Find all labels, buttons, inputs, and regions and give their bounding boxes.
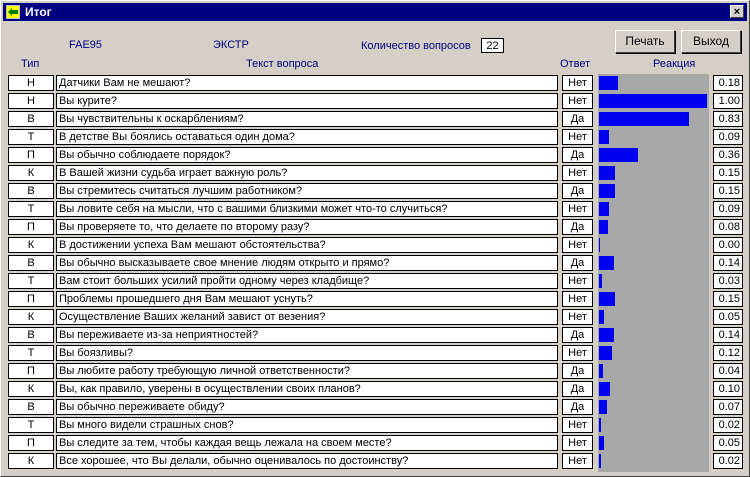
question-type-cell: К — [8, 237, 54, 253]
reaction-bar — [599, 76, 618, 90]
question-text-cell: Осуществление Ваших желаний завист от везения? — [56, 309, 558, 325]
reaction-value-cell: 0.04 — [713, 363, 743, 379]
question-type-cell: Н — [8, 93, 54, 109]
reaction-value-cell: 0.08 — [713, 219, 743, 235]
question-type-cell: К — [8, 309, 54, 325]
reaction-bar — [599, 94, 707, 108]
answer-cell: Нет — [562, 237, 593, 253]
reaction-bar — [599, 256, 614, 270]
reaction-value-cell: 0.14 — [713, 327, 743, 343]
reaction-value-cell: 0.36 — [713, 147, 743, 163]
close-button[interactable]: × — [730, 5, 744, 18]
question-text-cell: В Вашей жизни судьба играет важную роль? — [56, 165, 558, 181]
answer-cell: Нет — [562, 417, 593, 433]
reaction-value-cell: 0.14 — [713, 255, 743, 271]
question-text-cell: Вы проверяете то, что делаете по второму разу? — [56, 219, 558, 235]
table-row — [1, 200, 750, 218]
reaction-bar — [599, 274, 602, 288]
table-row — [1, 380, 750, 398]
question-text-cell: Вы следите за тем, чтобы каждая вещь лежала на своем месте? — [56, 435, 558, 451]
answer-cell: Да — [562, 219, 593, 235]
reaction-value-cell: 0.02 — [713, 453, 743, 469]
reaction-value-cell: 0.09 — [713, 201, 743, 217]
reaction-value-cell: 0.09 — [713, 129, 743, 145]
question-type-cell: К — [8, 453, 54, 469]
reaction-value-cell: 0.05 — [713, 435, 743, 451]
answer-cell: Нет — [562, 345, 593, 361]
question-type-cell: Н — [8, 75, 54, 91]
question-count-field: 22 — [481, 38, 504, 53]
table-row — [1, 434, 750, 452]
window-title: Итог — [25, 5, 52, 19]
question-type-cell: П — [8, 219, 54, 235]
question-type-cell: К — [8, 381, 54, 397]
column-header-answer: Ответ — [560, 58, 591, 70]
reaction-bar — [599, 436, 604, 450]
reaction-value-cell: 0.10 — [713, 381, 743, 397]
reaction-value-cell: 0.07 — [713, 399, 743, 415]
answer-cell: Нет — [562, 309, 593, 325]
question-text-cell: Вы чувствительны к оскарблениям? — [56, 111, 558, 127]
question-text-cell: Вы боязливы? — [56, 345, 558, 361]
title-bar — [3, 3, 747, 21]
reaction-bar — [599, 364, 603, 378]
question-text-cell: Все хорошее, что Вы делали, обычно оценивалось по достоинству? — [56, 453, 558, 469]
table-row — [1, 146, 750, 164]
code-label: FAE95 — [69, 39, 103, 51]
table-row — [1, 416, 750, 434]
question-type-cell: В — [8, 399, 54, 415]
table-row — [1, 128, 750, 146]
question-text-cell: Датчики Вам не мешают? — [56, 75, 558, 91]
column-header-type: Тип — [21, 58, 40, 70]
question-type-cell: Т — [8, 345, 54, 361]
question-type-cell: П — [8, 363, 54, 379]
table-row — [1, 452, 750, 470]
reaction-value-cell: 0.03 — [713, 273, 743, 289]
answer-cell: Нет — [562, 75, 593, 91]
question-text-cell: В достижении успеха Вам мешают обстоятельства? — [56, 237, 558, 253]
reaction-value-cell: 0.15 — [713, 291, 743, 307]
table-row — [1, 326, 750, 344]
reaction-value-cell: 0.00 — [713, 237, 743, 253]
question-type-cell: Т — [8, 417, 54, 433]
question-text-cell: Вы много видели страшных снов? — [56, 417, 558, 433]
answer-cell: Да — [562, 147, 593, 163]
question-text-cell: Вам стоит больших усилий пройти одному через кладбище? — [56, 273, 558, 289]
reaction-value-cell: 0.15 — [713, 165, 743, 181]
answer-cell: Нет — [562, 291, 593, 307]
answer-cell: Да — [562, 111, 593, 127]
app-icon — [6, 5, 20, 19]
reaction-value-cell: 1.00 — [713, 93, 743, 109]
reaction-value-cell: 0.02 — [713, 417, 743, 433]
reaction-bar — [599, 346, 612, 360]
question-text-cell: В детстве Вы боялись оставаться один дома? — [56, 129, 558, 145]
reaction-bar — [599, 310, 604, 324]
question-text-cell: Вы любите работу требующую личной ответственности? — [56, 363, 558, 379]
table-row — [1, 218, 750, 236]
reaction-bar — [599, 112, 689, 126]
question-type-cell: Т — [8, 201, 54, 217]
table-row — [1, 92, 750, 110]
question-text-cell: Вы обычно высказываете свое мнение людям открыто и прямо? — [56, 255, 558, 271]
table-row — [1, 398, 750, 416]
question-type-cell: К — [8, 165, 54, 181]
question-text-cell: Вы стремитесь считаться лучшим работником? — [56, 183, 558, 199]
question-type-cell: В — [8, 255, 54, 271]
table-row — [1, 254, 750, 272]
table-row — [1, 308, 750, 326]
question-type-cell: Т — [8, 273, 54, 289]
answer-cell: Нет — [562, 273, 593, 289]
reaction-bar — [599, 130, 609, 144]
reaction-bar — [599, 454, 601, 468]
reaction-value-cell: 0.12 — [713, 345, 743, 361]
answer-cell: Нет — [562, 201, 593, 217]
reaction-bar — [599, 184, 615, 198]
reaction-bar — [599, 148, 638, 162]
answer-cell: Да — [562, 183, 593, 199]
reaction-bar — [599, 292, 615, 306]
column-header-text: Текст вопроса — [246, 58, 319, 70]
answer-cell: Нет — [562, 453, 593, 469]
reaction-bar — [599, 166, 615, 180]
answer-cell: Да — [562, 327, 593, 343]
print-button[interactable]: Печать — [615, 30, 675, 53]
reaction-value-cell: 0.83 — [713, 111, 743, 127]
answer-cell: Нет — [562, 165, 593, 181]
reaction-bar — [599, 418, 601, 432]
reaction-bar — [599, 400, 607, 414]
question-text-cell: Проблемы прошедшего дня Вам мешают уснуть? — [56, 291, 558, 307]
reaction-bar — [599, 328, 614, 342]
table-row — [1, 344, 750, 362]
table-row — [1, 272, 750, 290]
question-count-label: Количество вопросов — [361, 40, 471, 52]
question-text-cell: Вы обычно соблюдаете порядок? — [56, 147, 558, 163]
answer-cell: Да — [562, 399, 593, 415]
reaction-bar — [599, 220, 608, 234]
reaction-value-cell: 0.18 — [713, 75, 743, 91]
table-row — [1, 110, 750, 128]
table-row — [1, 74, 750, 92]
answer-cell: Нет — [562, 93, 593, 109]
exit-button[interactable]: Выход — [681, 30, 741, 53]
answer-cell: Нет — [562, 129, 593, 145]
mode-label: ЭКСТР — [213, 39, 249, 51]
table-row — [1, 182, 750, 200]
answer-cell: Да — [562, 381, 593, 397]
answer-cell: Нет — [562, 435, 593, 451]
question-type-cell: В — [8, 111, 54, 127]
reaction-value-cell: 0.15 — [713, 183, 743, 199]
answer-cell: Да — [562, 255, 593, 271]
question-text-cell: Вы, как правило, уверены в осуществлении своих планов? — [56, 381, 558, 397]
table-row — [1, 164, 750, 182]
table-row — [1, 362, 750, 380]
question-text-cell: Вы ловите себя на мысли, что с вашими близкими может что-то случиться? — [56, 201, 558, 217]
question-type-cell: В — [8, 327, 54, 343]
reaction-bar — [599, 238, 600, 252]
reaction-value-cell: 0.05 — [713, 309, 743, 325]
question-text-cell: Вы курите? — [56, 93, 558, 109]
question-type-cell: Т — [8, 129, 54, 145]
column-header-reaction: Реакция — [653, 58, 696, 70]
answer-cell: Да — [562, 363, 593, 379]
reaction-bar — [599, 382, 610, 396]
table-row — [1, 290, 750, 308]
question-type-cell: П — [8, 147, 54, 163]
question-type-cell: П — [8, 291, 54, 307]
question-type-cell: П — [8, 435, 54, 451]
question-text-cell: Вы обычно переживаете обиду? — [56, 399, 558, 415]
table-row — [1, 236, 750, 254]
question-type-cell: В — [8, 183, 54, 199]
question-text-cell: Вы переживаете из-за неприятностей? — [56, 327, 558, 343]
reaction-bar — [599, 202, 609, 216]
